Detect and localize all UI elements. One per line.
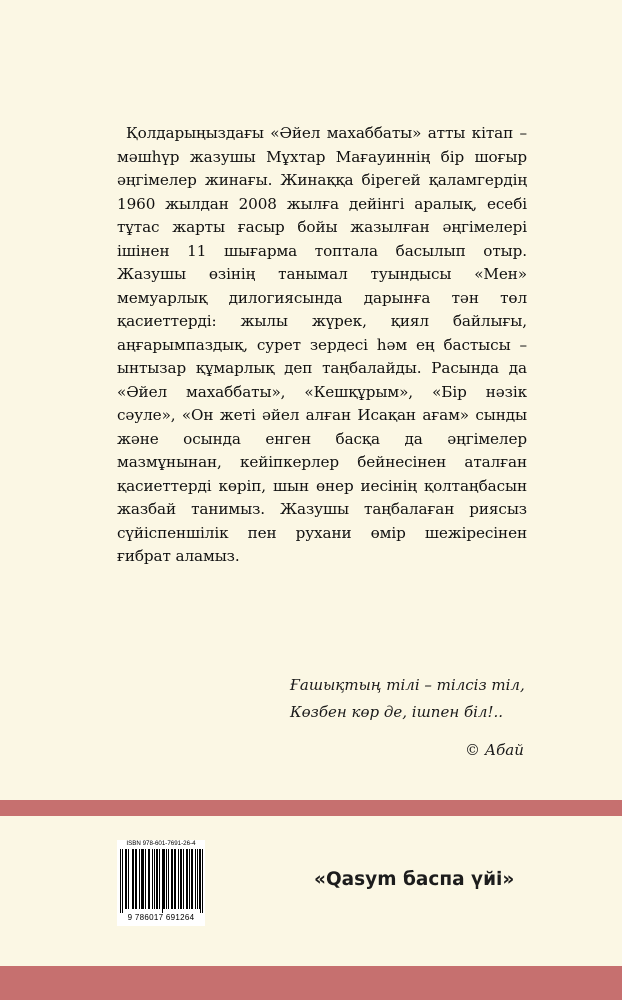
barcode-bar [143, 849, 144, 909]
barcode-bar [139, 849, 140, 909]
barcode-bar [163, 849, 164, 909]
barcode-bar [199, 849, 200, 909]
barcode-bar [202, 849, 203, 913]
page-edge [622, 0, 628, 1000]
barcode-bar [172, 849, 173, 909]
barcode-bar [192, 849, 193, 909]
barcode-bar [157, 849, 158, 909]
epigraph-quote [290, 672, 540, 726]
barcode-bar [183, 849, 184, 909]
isbn-number: ISBN 978-601-7691-26-4 [126, 840, 196, 847]
epigraph-line-2: Көзбен көр де, ішпен біл!.. [290, 703, 504, 721]
barcode-bar [191, 849, 192, 909]
barcode-bar [128, 849, 129, 909]
decorative-stripe-bottom [0, 966, 622, 1000]
barcode-digits: 9 786017 691264 [127, 913, 195, 922]
publisher-name: «Qasym баспа үйі» [314, 869, 515, 890]
barcode-bar [122, 849, 123, 913]
barcode-bar [136, 849, 137, 909]
barcode-bar [195, 849, 196, 909]
barcode-bar [186, 849, 187, 909]
barcode-bar [133, 849, 134, 909]
barcode-bar [125, 849, 126, 909]
barcode-bar [166, 849, 167, 909]
book-annotation: Қолдарыңыздағы «Әйел махаббаты» атты кітап – мәшһүр жазушы Мұхтар Мағауиннің бір шоғыр әңгімелер жинағы. Жинаққа бірегей қаламгердің 1960 жылдан 2008 жылға дейінгі аралық, есебі тұтас жарты ғасыр бойы жазылған әңгімелері ішінен 11 шығарма топтала басылып отыр. Жазушы өзінің танымал туындысы «Мен» мемуарлық дилогиясында дарынға тән төл қасиеттерді: жылы жүрек, қиял байлығы, аңғарымпаздық, сурет зердесі һәм ең бастысы – ынтызар құмарлық деп таңбалайды. Расында да «Әйел махаббаты», «Кешқұрым», «Бір нәзік сәуле», «Он жеті әйел алған Исақан ағам» сынды және осында енген басқа да әңгімелер мазмұнынан, кейіпкерлер бейнесінен аталған қасиеттерді көріп, шын өнер иесінің қолтаңбасын жазбай танимыз. Жазушы таңбалаған риясыз сүйіспеншілік пен рухани өмір шежіресінен ғибрат аламыз. [117, 124, 527, 565]
decorative-stripe-top [0, 800, 622, 816]
barcode-bar [162, 849, 163, 913]
barcode-bar [126, 849, 127, 909]
barcode-bar [120, 849, 121, 913]
barcode-bar [159, 849, 160, 909]
isbn-barcode [117, 840, 205, 926]
barcode-bar [200, 849, 201, 913]
barcode-bar [197, 849, 198, 909]
barcode-bar [171, 849, 172, 909]
barcode-bar [154, 849, 155, 909]
barcode-bar [145, 849, 146, 909]
barcode-bar [189, 849, 190, 909]
barcode-bar [132, 849, 133, 909]
barcode-bar [187, 849, 188, 909]
barcode-icon [119, 849, 203, 913]
barcode-bar [164, 849, 165, 909]
barcode-bar [156, 849, 157, 909]
barcode-bar [148, 849, 149, 909]
barcode-bar [135, 849, 136, 909]
barcode-bar [149, 849, 150, 909]
barcode-bar [174, 849, 175, 909]
barcode-bar [181, 849, 182, 909]
barcode-bar [180, 849, 181, 909]
barcode-bar [168, 849, 169, 909]
epigraph-line-1: Ғашықтың тілі – тілсіз тіл, [290, 676, 525, 694]
barcode-bar [141, 849, 142, 909]
epigraph-author: © Абай [465, 741, 524, 759]
barcode-bar [152, 849, 153, 909]
barcode-bar [142, 849, 143, 909]
barcode-bar [175, 849, 176, 909]
barcode-bar [178, 849, 179, 909]
